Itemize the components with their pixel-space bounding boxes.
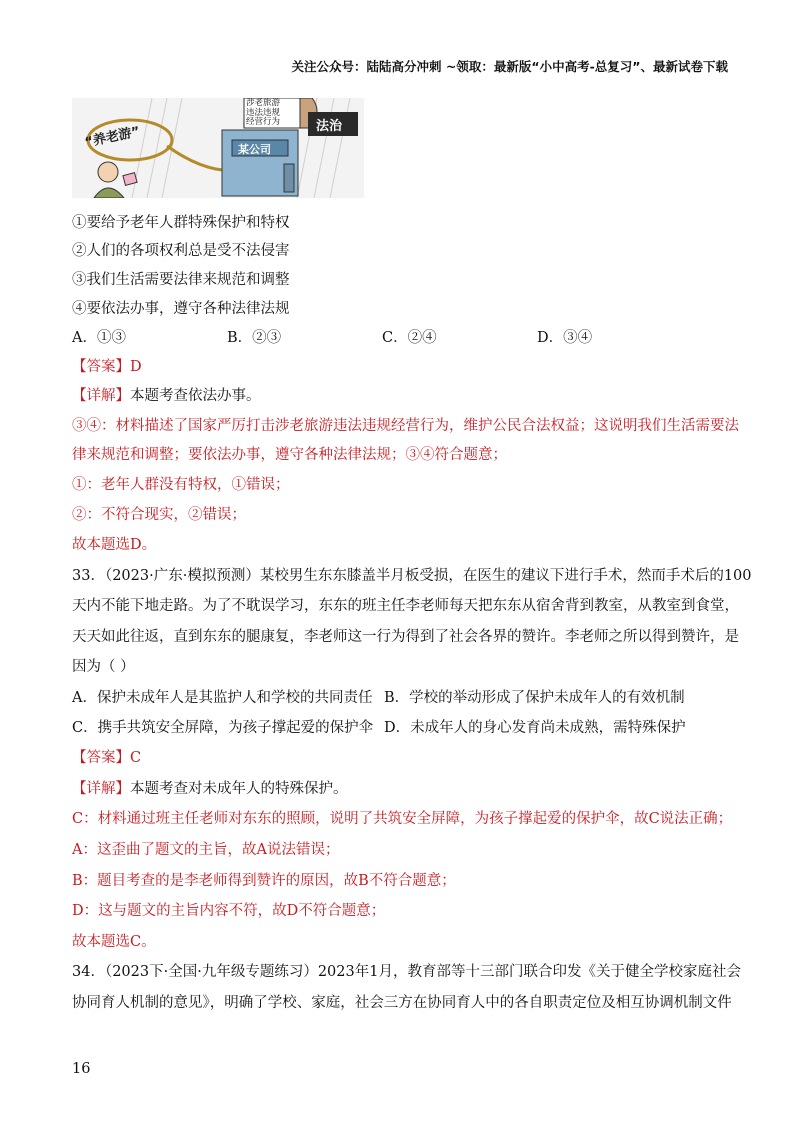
cartoon-caption-box (246, 99, 280, 128)
cartoon-caption-company: 某公司 (238, 143, 271, 156)
conclusion-line: 故本题选D。 (72, 537, 157, 553)
question-stem-line: 33．（2023·广东·模拟预测）某校男生东东膝盖半月板受损，在医生的建议下进行手术，然而手术后的100 (72, 568, 752, 584)
analysis-line: ②：不符合现实，②错误； (72, 507, 246, 523)
option-a: A．保护未成年人是其监护人和学校的共同责任 (72, 690, 373, 706)
option-b: B．学校的举动形成了保护未成年人的有效机制 (384, 690, 685, 706)
option-c: C．②④ (382, 330, 437, 346)
cartoon-caption-line: 经营行为 (246, 117, 281, 127)
question-stem-line: 34．（2023下·全国·九年级专题练习）2023年1月，教育部等十三部门联合印发《关于健全学校家庭社会 (72, 964, 741, 980)
page-number: 16 (72, 1061, 91, 1077)
statement-item: ②人们的各项权利总是受不法侵害 (72, 243, 290, 259)
cartoon-caption-line: 涉老旅游 (246, 98, 281, 108)
analysis-line: D：这与题文的主旨内容不符，故D不符合题意； (72, 903, 386, 919)
detail-text: 本题考查对未成年人的特殊保护。 (130, 781, 348, 797)
cartoon-caption-fazhi: 法治 (316, 119, 343, 134)
cartoon-drawing (72, 98, 364, 198)
detail-line (72, 386, 261, 406)
option-a: A．①③ (72, 330, 126, 346)
analysis-line: C：材料通过班主任老师对东东的照顾，说明了共筑安全屏障，为孩子撑起爱的保护伞，故C说法正确； (72, 811, 733, 827)
analysis-line: B：题目考查的是李老师得到赞许的原因，故B不符合题意； (72, 873, 456, 889)
statement-item: ④要依法办事，遵守各种法律法规 (72, 301, 290, 317)
analysis-line: ③④：材料描述了国家严厉打击涉老旅游违法违规经营行为，维护公民合法权益；这说明我们生活需要法 (72, 418, 739, 434)
cartoon-caption-line: 违法违规 (246, 107, 281, 118)
conclusion-line: 故本题选C。 (72, 934, 156, 950)
detail-text: 本题考查依法办事。 (130, 388, 261, 404)
statement-item: ①要给予老年人群特殊保护和特权 (72, 215, 290, 231)
question-stem-line: 天内不能下地走路。为了不耽误学习，东东的班主任李老师每天把东东从宿舍背到教室，从教室到食堂， (72, 598, 739, 614)
detail-label: 【详解】 (72, 781, 130, 797)
cartoon-illustration (72, 98, 364, 198)
answer-label: 【答案】D (72, 359, 142, 375)
detail-line (72, 779, 348, 799)
option-d: D．未成年人的身心发育尚未成熟，需特殊保护 (384, 720, 686, 736)
analysis-line: 律来规范和调整；要依法办事，遵守各种法律法规；③④符合题意； (72, 447, 507, 463)
question-stem-line: 协同育人机制的意见》，明确了学校、家庭，社会三方在协同育人中的各自职责定位及相互协调机制文件 (72, 995, 732, 1011)
page-header: 关注公众号：陆陆高分冲刺 ~领取：最新版“小中高考-总复习”、最新试卷下载 (291, 59, 728, 74)
option-c: C．携手共筑安全屏障，为孩子撑起爱的保护伞 (72, 720, 374, 736)
cartoon-caption-yanglaoyou: “养老游” (83, 124, 142, 151)
option-d: D．③④ (537, 330, 593, 346)
option-b: B．②③ (227, 330, 282, 346)
question-stem-line: 天天如此往返，直到东东的腿康复，李老师这一行为得到了社会各界的赞许。李老师之所以得到赞许，是 (72, 629, 739, 645)
analysis-line: A：这歪曲了题文的主旨，故A说法错误； (72, 842, 340, 858)
statement-item: ③我们生活需要法律来规范和调整 (72, 272, 290, 288)
question-stem-line: 因为（ ） (72, 659, 135, 675)
answer-label: 【答案】C (72, 750, 142, 766)
detail-label: 【详解】 (72, 388, 130, 404)
analysis-line: ①：老年人群没有特权，①错误； (72, 477, 290, 493)
